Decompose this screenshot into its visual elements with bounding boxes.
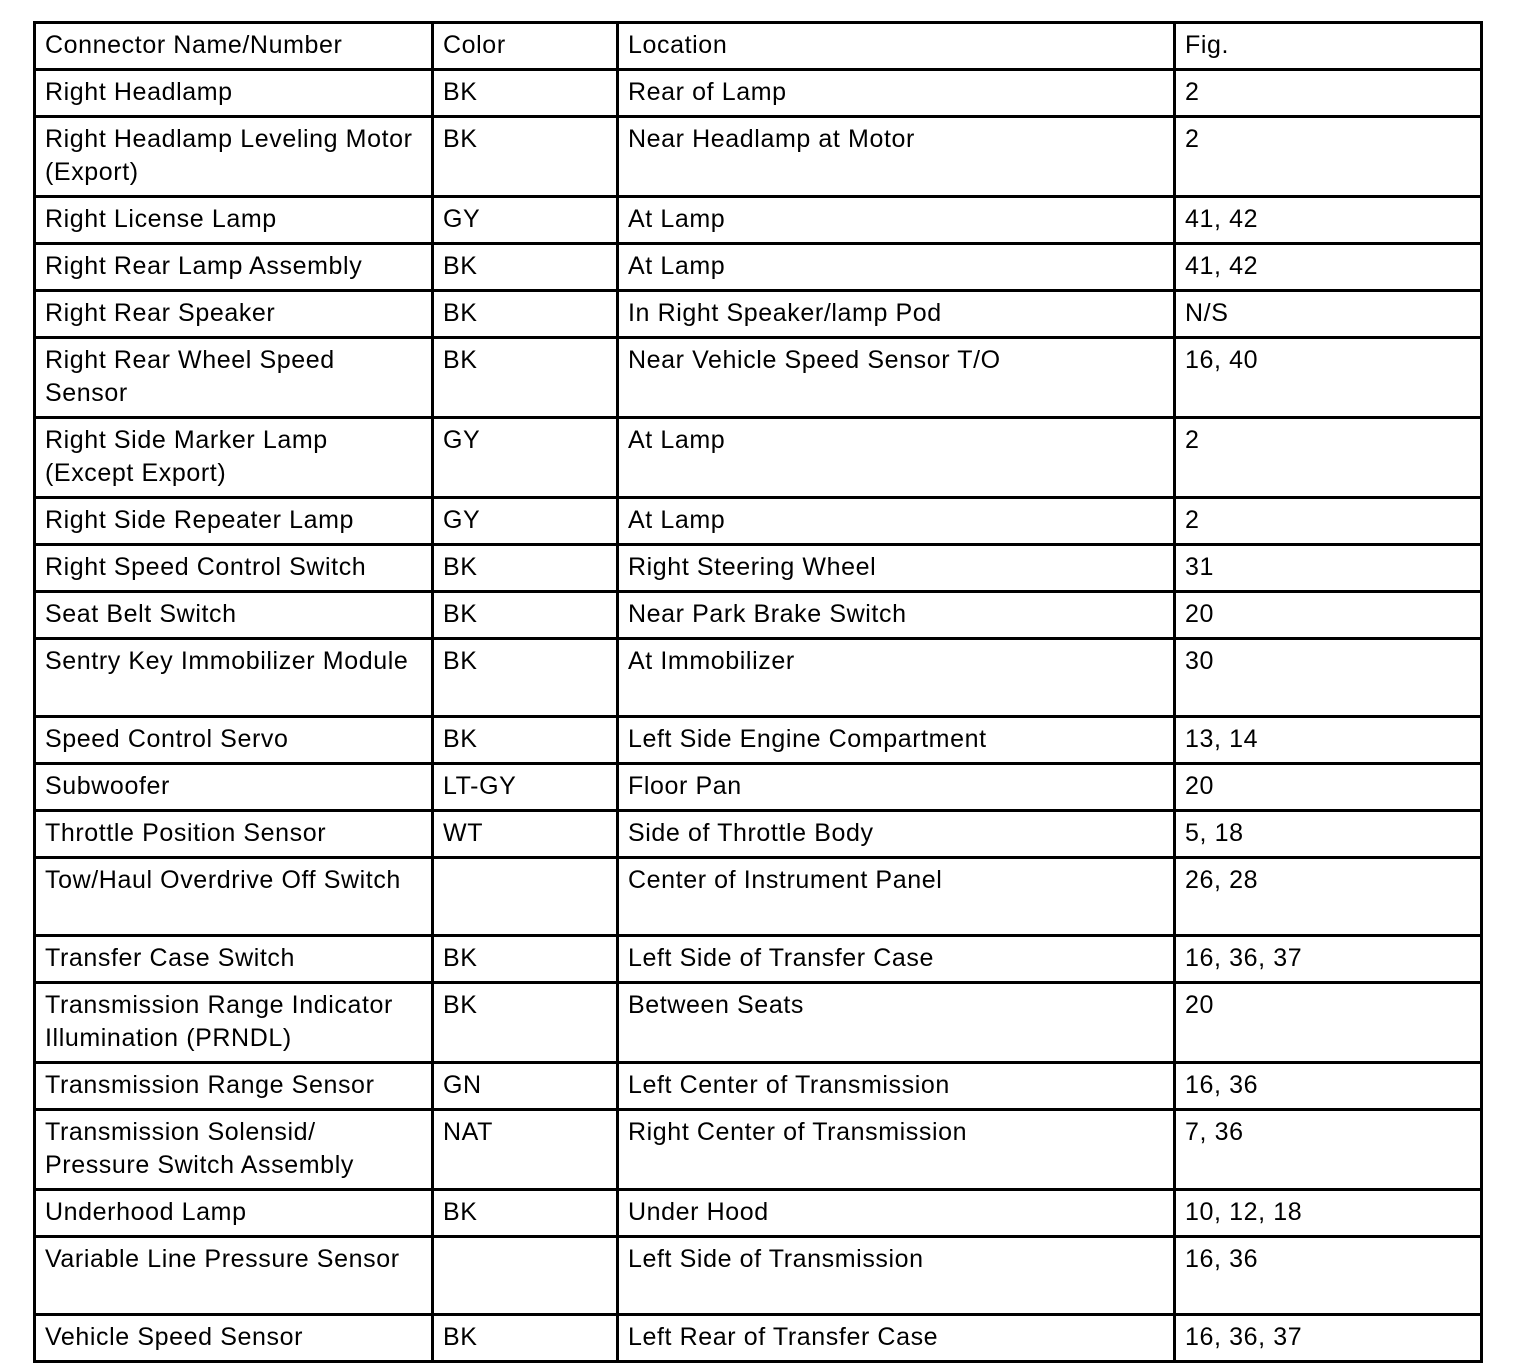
connector-fig: 41, 42 <box>1175 197 1482 244</box>
connector-name: Sentry Key Immobilizer Module <box>35 639 433 717</box>
table-row <box>35 197 1482 244</box>
connector-location: Left Side of Transfer Case <box>618 936 1175 983</box>
connector-fig: 20 <box>1175 983 1482 1063</box>
connector-color: WT <box>433 811 618 858</box>
connector-name: Tow/Haul Overdrive Off Switch <box>35 858 433 936</box>
connector-color: BK <box>433 639 618 717</box>
connector-color: BK <box>433 291 618 338</box>
connector-location: Floor Pan <box>618 764 1175 811</box>
connector-name: Throttle Position Sensor <box>35 811 433 858</box>
table-row <box>35 1110 1482 1190</box>
connector-fig: 2 <box>1175 70 1482 117</box>
connector-name: Right Speed Control Switch <box>35 545 433 592</box>
connector-fig: 16, 36 <box>1175 1063 1482 1110</box>
connector-location: Left Rear of Transfer Case <box>618 1315 1175 1362</box>
connector-location: Center of Instrument Panel <box>618 858 1175 936</box>
connector-location: Between Seats <box>618 983 1175 1063</box>
table-row <box>35 811 1482 858</box>
connector-fig: 16, 36 <box>1175 1237 1482 1315</box>
table-row <box>35 764 1482 811</box>
table-row <box>35 338 1482 418</box>
table-row <box>35 70 1482 117</box>
connector-color: BK <box>433 1190 618 1237</box>
table-row <box>35 983 1482 1063</box>
table-row <box>35 592 1482 639</box>
table-row <box>35 717 1482 764</box>
connector-fig: 30 <box>1175 639 1482 717</box>
connector-name: Right Rear Speaker <box>35 291 433 338</box>
table-row <box>35 936 1482 983</box>
header-connector: Connector Name/Number <box>35 23 433 70</box>
connector-fig: 10, 12, 18 <box>1175 1190 1482 1237</box>
connector-location: Right Center of Transmission <box>618 1110 1175 1190</box>
connector-color: BK <box>433 545 618 592</box>
connector-name: Right Rear Lamp Assembly <box>35 244 433 291</box>
connector-fig: 5, 18 <box>1175 811 1482 858</box>
connector-location: Under Hood <box>618 1190 1175 1237</box>
connector-name: Speed Control Servo <box>35 717 433 764</box>
connector-fig: 16, 40 <box>1175 338 1482 418</box>
header-location: Location <box>618 23 1175 70</box>
table-row <box>35 117 1482 197</box>
connector-name: Transmission Solensid/ Pressure Switch Assembly <box>35 1110 433 1190</box>
table-row <box>35 639 1482 717</box>
connector-color: NAT <box>433 1110 618 1190</box>
connector-fig: 2 <box>1175 117 1482 197</box>
connector-location: At Lamp <box>618 418 1175 498</box>
connector-fig: 16, 36, 37 <box>1175 936 1482 983</box>
connector-name: Subwoofer <box>35 764 433 811</box>
connector-color: BK <box>433 717 618 764</box>
connector-name: Transmission Range Sensor <box>35 1063 433 1110</box>
connector-color: BK <box>433 244 618 291</box>
table-row <box>35 545 1482 592</box>
connector-name: Right Headlamp <box>35 70 433 117</box>
connector-name: Right Headlamp Leveling Motor (Export) <box>35 117 433 197</box>
connector-fig: 20 <box>1175 592 1482 639</box>
connector-color: BK <box>433 983 618 1063</box>
connector-name: Transfer Case Switch <box>35 936 433 983</box>
connector-color <box>433 1237 618 1315</box>
connector-fig: 26, 28 <box>1175 858 1482 936</box>
connector-table <box>33 21 1483 1363</box>
connector-color: BK <box>433 117 618 197</box>
connector-fig: 13, 14 <box>1175 717 1482 764</box>
connector-color: BK <box>433 70 618 117</box>
connector-name: Right Side Marker Lamp (Except Export) <box>35 418 433 498</box>
connector-fig: 2 <box>1175 498 1482 545</box>
connector-color: GN <box>433 1063 618 1110</box>
connector-location: Rear of Lamp <box>618 70 1175 117</box>
header-color: Color <box>433 23 618 70</box>
connector-location: Side of Throttle Body <box>618 811 1175 858</box>
connector-color: GY <box>433 197 618 244</box>
connector-fig: 16, 36, 37 <box>1175 1315 1482 1362</box>
connector-color: BK <box>433 338 618 418</box>
connector-location: At Lamp <box>618 197 1175 244</box>
table-row <box>35 498 1482 545</box>
table-row <box>35 244 1482 291</box>
connector-color: BK <box>433 1315 618 1362</box>
connector-location: Left Side of Transmission <box>618 1237 1175 1315</box>
connector-location: At Lamp <box>618 498 1175 545</box>
header-row <box>35 23 1482 70</box>
connector-location: At Immobilizer <box>618 639 1175 717</box>
connector-name: Vehicle Speed Sensor <box>35 1315 433 1362</box>
connector-location: At Lamp <box>618 244 1175 291</box>
table-row <box>35 1315 1482 1362</box>
connector-name: Underhood Lamp <box>35 1190 433 1237</box>
connector-color: BK <box>433 936 618 983</box>
connector-name: Right Side Repeater Lamp <box>35 498 433 545</box>
connector-location: In Right Speaker/lamp Pod <box>618 291 1175 338</box>
table-row <box>35 418 1482 498</box>
connector-location: Near Park Brake Switch <box>618 592 1175 639</box>
connector-color: BK <box>433 592 618 639</box>
connector-name: Right License Lamp <box>35 197 433 244</box>
connector-name: Seat Belt Switch <box>35 592 433 639</box>
table-row <box>35 1237 1482 1315</box>
connector-color: LT-GY <box>433 764 618 811</box>
connector-location: Right Steering Wheel <box>618 545 1175 592</box>
connector-name: Right Rear Wheel Speed Sensor <box>35 338 433 418</box>
connector-name: Variable Line Pressure Sensor <box>35 1237 433 1315</box>
header-fig: Fig. <box>1175 23 1482 70</box>
connector-name: Transmission Range Indicator Illumination (PRNDL) <box>35 983 433 1063</box>
connector-fig: 7, 36 <box>1175 1110 1482 1190</box>
table-row <box>35 858 1482 936</box>
connector-location: Near Vehicle Speed Sensor T/O <box>618 338 1175 418</box>
connector-location: Left Center of Transmission <box>618 1063 1175 1110</box>
connector-color: GY <box>433 498 618 545</box>
connector-color: GY <box>433 418 618 498</box>
connector-fig: 31 <box>1175 545 1482 592</box>
connector-fig: N/S <box>1175 291 1482 338</box>
connector-fig: 20 <box>1175 764 1482 811</box>
table-row <box>35 1063 1482 1110</box>
table-row <box>35 291 1482 338</box>
connector-fig: 41, 42 <box>1175 244 1482 291</box>
connector-location: Near Headlamp at Motor <box>618 117 1175 197</box>
connector-fig: 2 <box>1175 418 1482 498</box>
connector-location: Left Side Engine Compartment <box>618 717 1175 764</box>
table-row <box>35 1190 1482 1237</box>
connector-color <box>433 858 618 936</box>
